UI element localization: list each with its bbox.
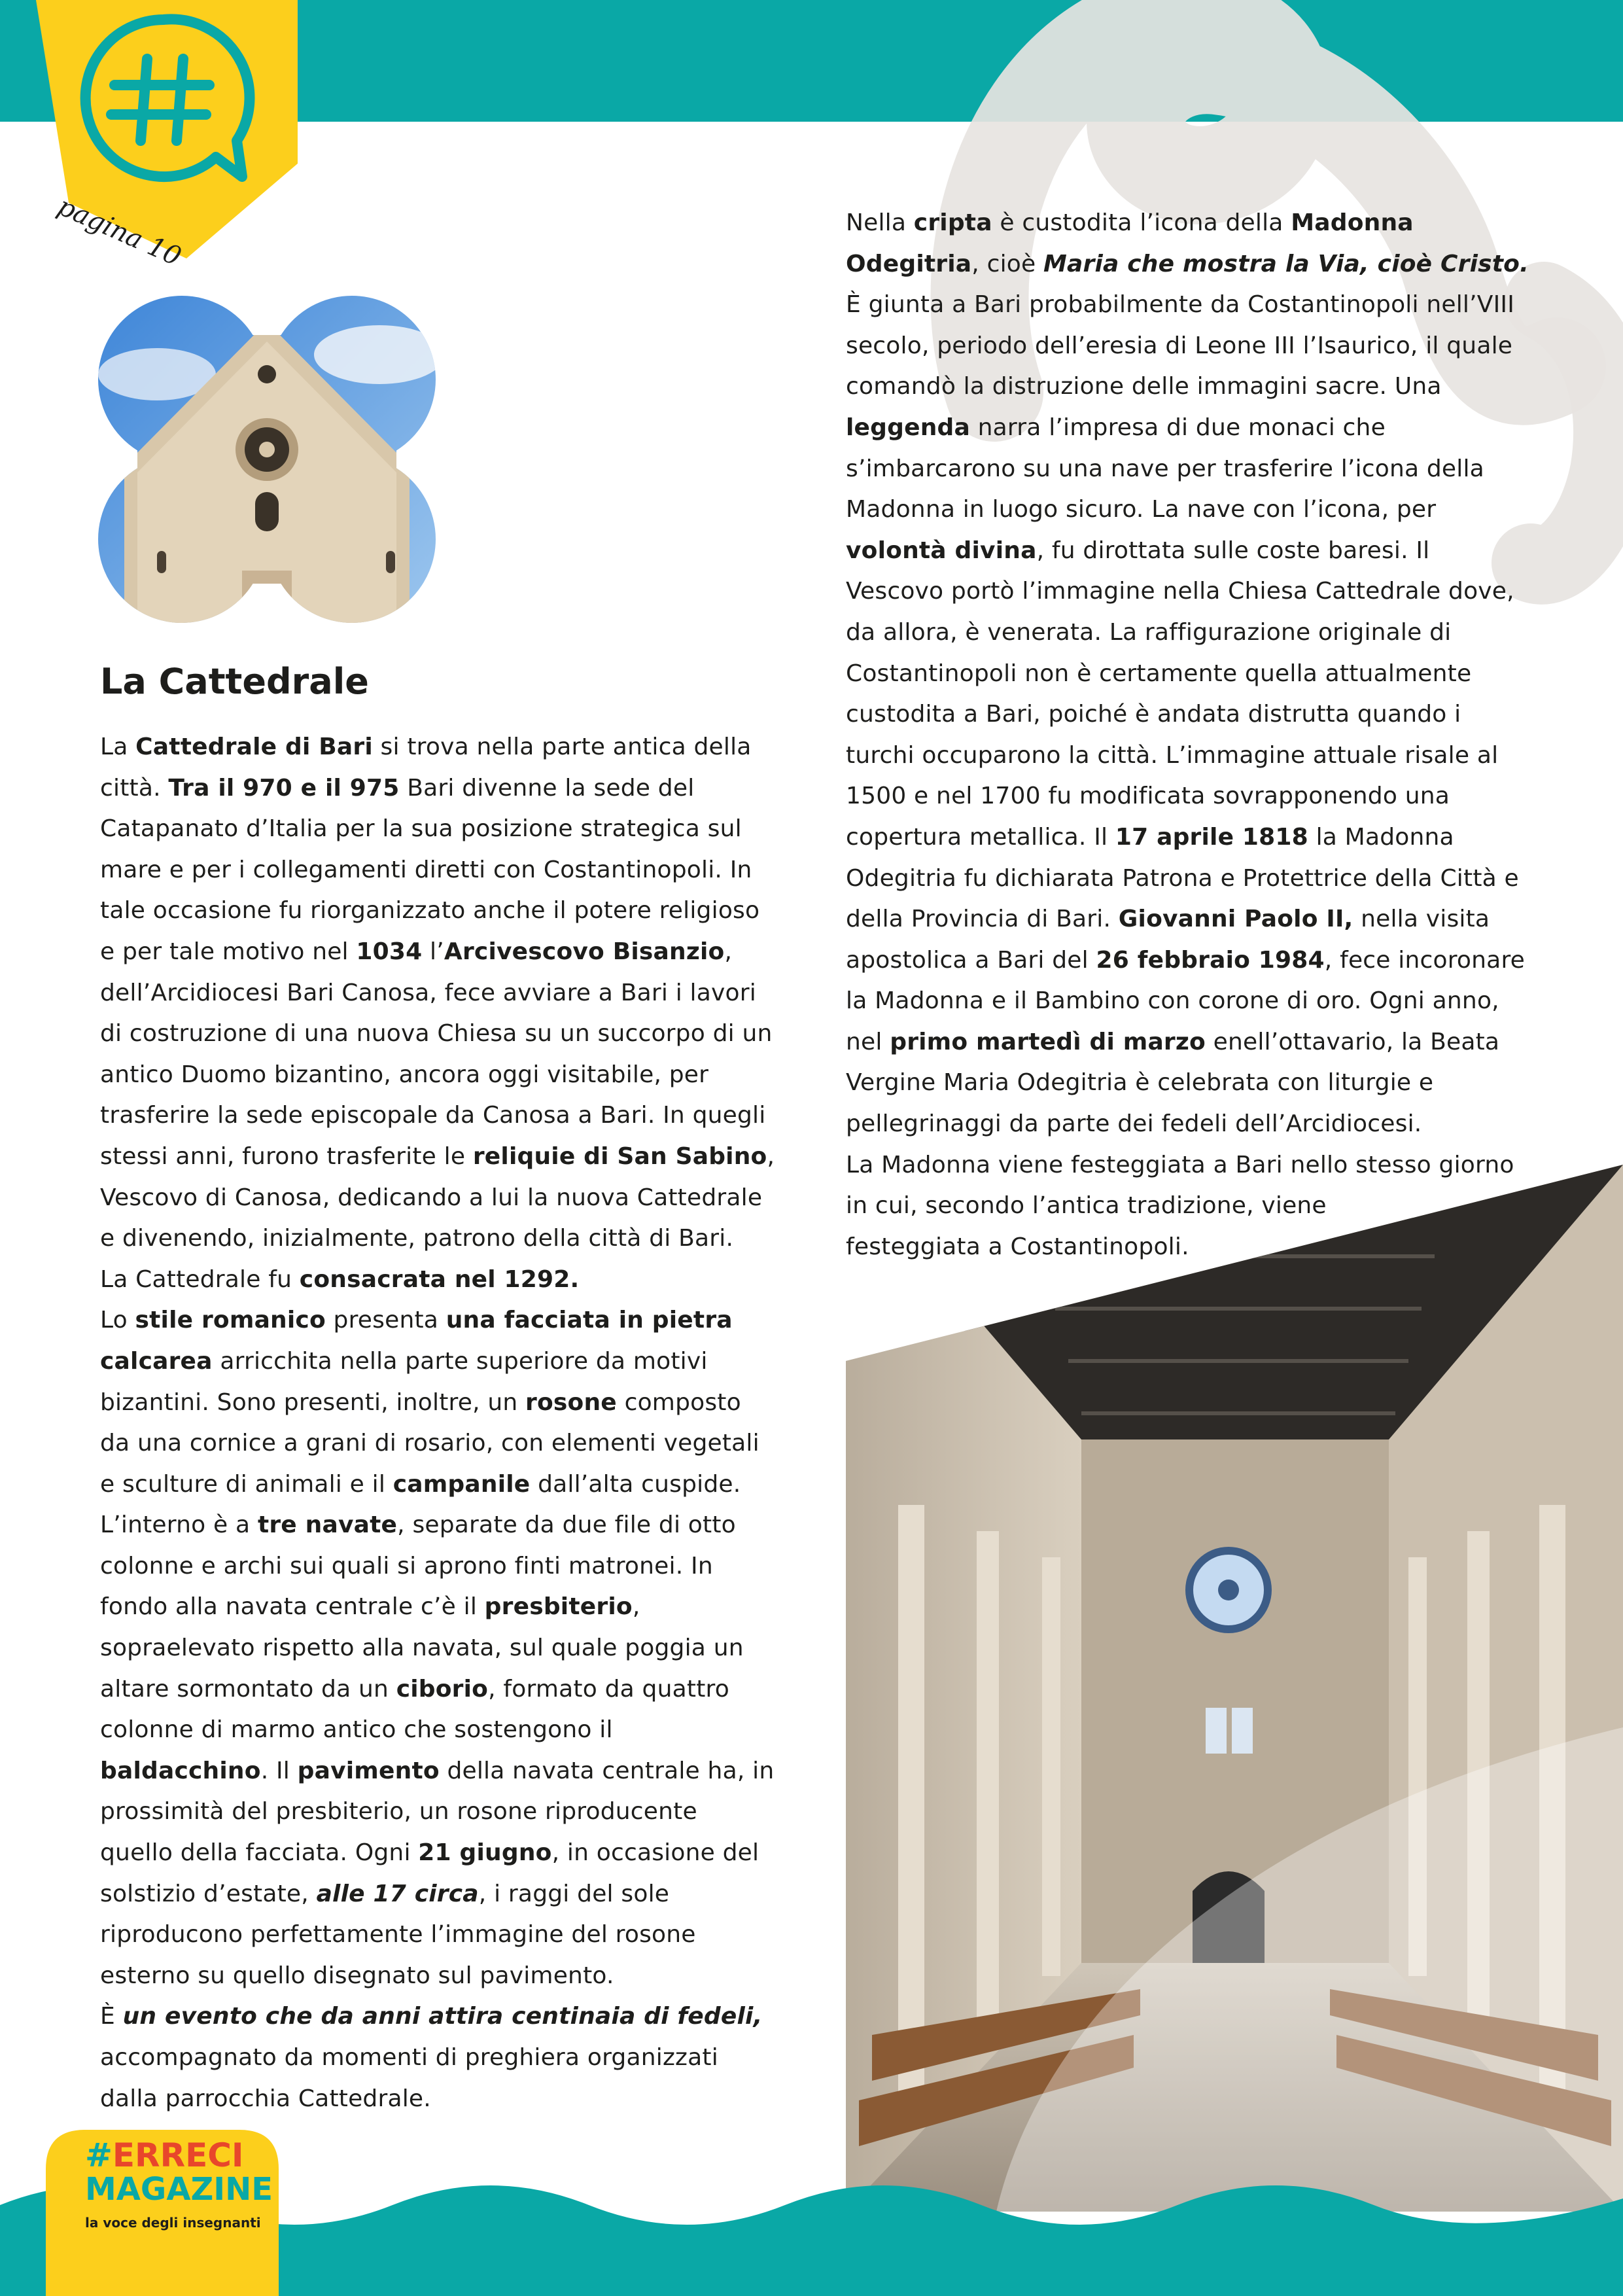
text-line [100,2038,800,2079]
text-line [100,1833,800,1874]
text-run: solstizio d’estate, [100,1880,317,1907]
text-run: in cui, secondo l’antica tradizione, viene [846,1192,1327,1220]
text-line [100,1464,800,1506]
text-line [100,1014,800,1055]
text-run: apostolica a Bari del [846,946,1096,974]
text-run: baldacchino [100,1757,261,1784]
text-run: presenta [325,1307,446,1334]
text-run: La Cattedrale fu [100,1265,300,1293]
text-line [100,1915,800,1956]
magazine-logo-tagline: la voce degli insegnanti [85,2215,261,2231]
text-run: Cattedrale di Bari [135,733,373,760]
text-run: e sculture di animali e il [100,1470,393,1498]
text-run: e per tale motivo nel [100,938,357,965]
text-run: , [632,1593,640,1621]
text-run: , [767,1142,775,1170]
text-line [100,973,800,1014]
text-run: narra l’impresa di due monaci che [970,414,1386,441]
text-run: Maria che mostra la Via, cioè Cristo. [1043,250,1529,277]
text-run: , formato da quattro [488,1675,729,1703]
text-line [100,1218,800,1260]
text-run: colonne e archi sui quali si aprono finti matronei. In [100,1552,713,1580]
text-run: consacrata nel 1292. [299,1265,580,1293]
text-line [846,1063,1592,1104]
text-run: sopraelevato rispetto alla navata, sul quale poggia un [100,1634,744,1662]
text-line [100,932,800,973]
text-run: si trova nella parte antica della [372,733,752,760]
text-run: di costruzione di una nuova Chiesa su un succorpo di un [100,1020,773,1048]
text-run: , fu dirottata sulle coste baresi. Il [1036,537,1430,564]
text-run: accompagnato da momenti di preghiera organizzati [100,2044,718,2071]
text-line [100,1423,800,1464]
text-run: pavimento [297,1757,440,1784]
text-line [846,776,1592,817]
text-line [100,809,800,850]
text-run: La [100,733,136,760]
text-line [846,694,1592,735]
text-line [100,1710,800,1751]
text-run: , fece incoronare [1324,946,1525,974]
text-run: enell’ottavario, la Beata [1205,1028,1500,1055]
text-run: colonne di marmo antico che sostengono il [100,1716,613,1744]
text-run: È giunta a Bari probabilmente da Costantinopoli nell’VIII [846,291,1515,319]
text-run: dalla parrocchia Cattedrale. [100,2085,431,2112]
text-run: prossimità del presbiterio, un rosone riproducente [100,1798,697,1826]
text-line [846,735,1592,777]
article-title: La Cattedrale [100,661,369,702]
text-run: Odegitria [846,250,972,277]
text-line [100,1956,800,1997]
text-run: nella visita [1353,906,1490,933]
text-line [100,1341,800,1383]
text-run: L’interno è a [100,1511,258,1539]
text-line [846,1022,1592,1063]
text-line [100,2079,800,2120]
text-run: pellegrinaggi da parte dei fedeli dell’Arcidiocesi. [846,1110,1422,1138]
text-line [846,654,1592,695]
text-run: s’imbarcarono su una nave per trasferire l’icona della [846,455,1484,482]
text-run: Odegitria fu dichiarata Patrona e Protettrice della Città e [846,864,1519,892]
text-line [846,981,1592,1022]
text-run: 1500 e nel 1700 fu modificata sovrapponendo una [846,783,1450,810]
text-run: 26 febbraio 1984 [1096,946,1325,974]
text-run: fondo alla navata centrale c’è il [100,1593,485,1621]
text-run: festeggiata a Costantinopoli. [846,1233,1189,1260]
text-run: 21 giugno [418,1839,552,1867]
text-run: Nella [846,209,914,236]
text-line [100,1996,800,2038]
text-run: rosone [525,1388,617,1416]
text-run: turchi occuparono la città. L’immagine attuale risale al [846,741,1499,769]
text-run: copertura metallica. Il [846,823,1115,851]
text-run: da una cornice a grani di rosario, con elementi vegetali [100,1430,759,1457]
text-run: volontà divina [846,537,1037,564]
text-run: Costantinopoli non è certamente quella attualmente [846,660,1472,687]
text-run: della navata centrale ha, in [439,1757,775,1784]
text-line [100,1505,800,1546]
text-line [846,408,1592,449]
text-line [846,449,1592,490]
text-run: primo martedì di marzo [890,1028,1206,1055]
text-line [846,366,1592,408]
text-line [100,1587,800,1628]
text-line [100,1628,800,1669]
text-run: 17 aprile 1818 [1115,823,1308,851]
text-run: Bari divenne la sede del [399,774,695,802]
text-run: calcarea [100,1347,213,1375]
cathedral-interior-image [846,1165,1623,2212]
text-line [846,203,1592,244]
text-run: Madonna [1291,209,1414,236]
magazine-logo-magazine: MAGAZINE [85,2171,273,2208]
text-run: Tra il 970 e il 975 [168,774,400,802]
text-run: cripta [913,209,992,236]
text-run: alle 17 circa [316,1880,479,1907]
text-run: città. [100,774,169,802]
text-line [846,899,1592,940]
text-line [846,612,1592,654]
text-line [100,1669,800,1710]
text-run: ciborio [396,1675,489,1703]
text-run: della Provincia di Bari. [846,906,1119,933]
text-line [846,244,1592,285]
left-column-text [100,727,800,2119]
text-line [100,768,800,809]
text-line [846,531,1592,572]
text-run: riproducono perfettamente l’immagine del rosone [100,1921,696,1949]
text-line [100,1383,800,1424]
text-run: nel [846,1028,890,1055]
text-run: comandò la distruzione delle immagini sacre. Una [846,373,1442,400]
text-line [100,727,800,768]
text-line [846,1104,1592,1145]
text-run: tre navate [257,1511,398,1539]
text-line [100,1300,800,1341]
text-run: È [100,2003,123,2030]
text-run: Giovanni Paolo II, [1118,906,1353,933]
text-run: esterno su quello disegnato sul pavimento. [100,1962,614,1989]
text-run: , in occasione del [551,1839,759,1867]
text-run: . Il [260,1757,298,1784]
text-line [100,1874,800,1915]
text-run: Vergine Maria Odegitria è celebrata con liturgie e [846,1069,1434,1097]
text-line [100,1137,800,1178]
text-run: un evento che da anni attira centinaia di fedeli, [122,2003,763,2030]
text-run: bizantini. Sono presenti, inoltre, un [100,1388,526,1416]
text-run: secolo, periodo dell’eresia di Leone III l’Isaurico, il quale [846,332,1513,359]
text-run: Madonna in luogo sicuro. La nave con l’icona, per [846,496,1437,523]
text-line [846,858,1592,900]
text-run: composto [616,1388,741,1416]
text-run: quello della facciata. Ogni [100,1839,419,1867]
page-number: pagina 10 [53,191,186,272]
text-run: l’ [422,938,444,965]
text-run: dall’alta cuspide. [530,1470,741,1498]
text-run: dell’Arcidiocesi Bari Canosa, fece avviare a Bari i lavori [100,979,756,1006]
text-run: una facciata in pietra [445,1307,733,1334]
text-run: Arcivescovo Bisanzio [444,938,725,965]
logo-hash: # [85,2136,113,2174]
text-run: antico Duomo bizantino, ancora oggi visitabile, per [100,1061,709,1088]
text-run: campanile [393,1470,531,1498]
text-run: da allora, è venerata. La raffigurazione originale di [846,618,1452,646]
text-run: è custodita l’icona della [992,209,1291,236]
text-run: , [724,938,733,965]
text-run: Lo [100,1307,135,1334]
text-line [100,891,800,932]
text-run: la Madonna e il Bambino con corone di oro. Ogni anno, [846,987,1499,1015]
text-run: , i raggi del sole [478,1880,670,1907]
text-line [846,326,1592,367]
text-line [100,1095,800,1137]
text-line [846,940,1592,981]
text-run: Vescovo portò l’immagine nella Chiesa Cattedrale dove, [846,578,1514,605]
text-run: stile romanico [135,1307,326,1334]
text-run: stessi anni, furono trasferite le [100,1142,473,1170]
text-run: tale occasione fu riorganizzato anche il potere religioso [100,897,760,925]
text-line [846,817,1592,858]
text-run: altare sormontato da un [100,1675,396,1703]
text-run: Vescovo di Canosa, dedicando a lui la nuova Cattedrale [100,1184,763,1211]
text-run: reliquie di San Sabino [472,1142,767,1170]
right-column-text [846,203,1592,1267]
text-run: mare e per i collegamenti diretti con Costantinopoli. In [100,856,752,883]
text-run: leggenda [846,414,971,441]
text-run: arricchita nella parte superiore da motivi [212,1347,708,1375]
text-line [846,489,1592,531]
text-line [100,1178,800,1219]
text-run: , cioè [971,250,1043,277]
text-run: , separate da due file di otto [397,1511,736,1539]
text-run: La Madonna viene festeggiata a Bari nello stesso giorno [846,1151,1514,1178]
text-line [846,285,1592,326]
text-line [100,1751,800,1792]
text-run: la Madonna [1308,823,1454,851]
text-run: presbiterio [484,1593,633,1621]
text-line [100,1260,800,1301]
text-run: custodita a Bari, poiché è andata distrutta quando i [846,701,1461,728]
text-run: e divenendo, inizialmente, patrono della città di Bari. [100,1225,734,1252]
text-run: Catapanato d’Italia per la sua posizione strategica sul [100,815,742,843]
text-run: 1034 [356,938,423,965]
text-line [100,1546,800,1587]
text-line [846,571,1592,612]
text-run: trasferire la sede episcopale da Canosa a Bari. In quegli [100,1102,766,1129]
cathedral-facade-image [98,296,436,623]
logo-name: ERRECI [112,2136,244,2174]
magazine-logo-name [85,2136,244,2174]
text-line [100,1055,800,1096]
text-line [100,1792,800,1833]
text-line [100,850,800,891]
